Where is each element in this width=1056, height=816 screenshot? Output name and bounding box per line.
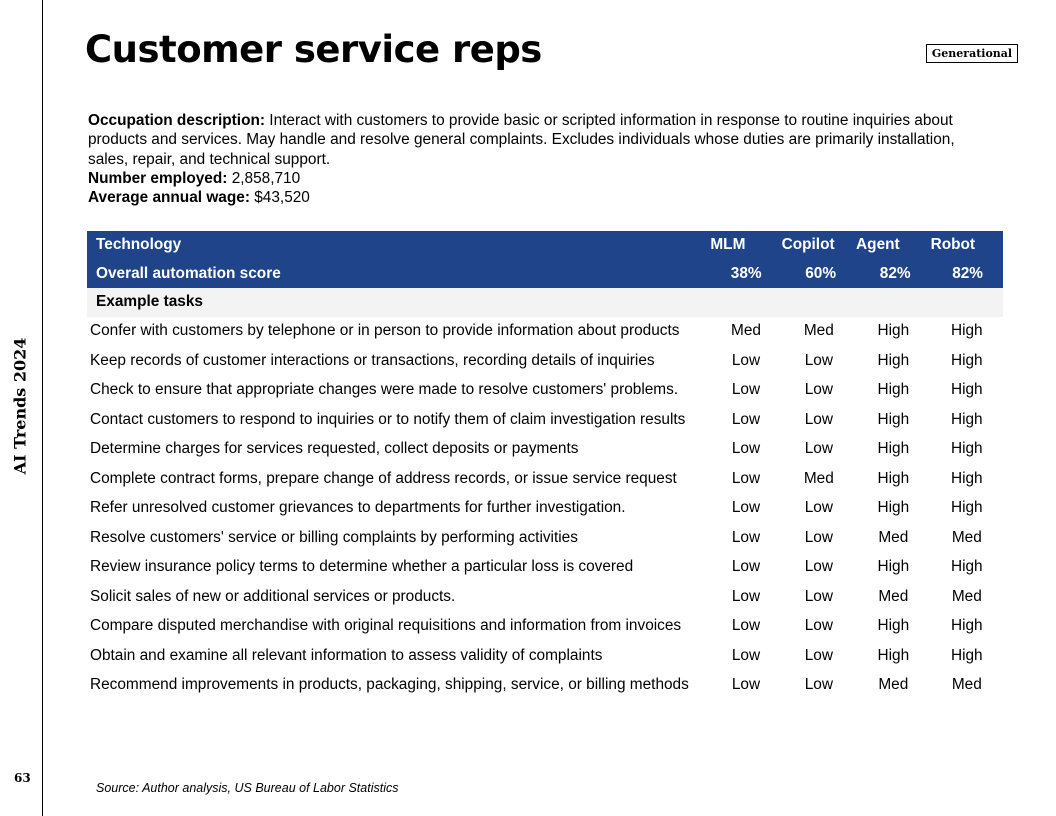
copilot-rating: Low [804, 351, 833, 369]
table-row [87, 464, 1003, 494]
robot-rating: High [950, 499, 983, 517]
copilot-rating: Low [804, 440, 833, 458]
mlm-rating: Low [731, 617, 761, 635]
table-row [87, 376, 1003, 406]
column-header-technology: Technology [87, 231, 710, 260]
occupation-summary [88, 111, 998, 207]
mlm-rating: Low [731, 469, 761, 487]
table-row [87, 671, 1003, 701]
copilot-rating: Low [804, 617, 833, 635]
copilot-rating: Low [804, 410, 833, 428]
copilot-rating: Med [803, 469, 834, 487]
agent-rating: High [877, 410, 910, 428]
robot-rating: Med [951, 528, 982, 546]
automation-table [87, 231, 1003, 700]
copilot-rating: Low [804, 499, 833, 517]
employed-value: 2,858,710 [231, 169, 301, 187]
average-wage [88, 188, 998, 207]
occupation-label: Occupation description: [88, 112, 266, 129]
table-header-row [87, 231, 1003, 260]
task-cell: Complete contract forms, prepare change of address records, or issue service request [90, 469, 677, 487]
robot-rating: High [950, 351, 983, 369]
robot-rating: Med [951, 587, 982, 605]
agent-rating: High [877, 558, 910, 576]
category-badge: Generational [926, 44, 1018, 63]
occupation-description [88, 111, 998, 169]
robot-rating: High [950, 381, 983, 399]
mlm-rating: Low [731, 676, 761, 694]
page-number: 63 [14, 771, 31, 785]
table-row [87, 346, 1003, 376]
agent-rating: Med [878, 528, 909, 546]
robot-rating: High [950, 558, 983, 576]
robot-rating: High [950, 617, 983, 635]
table-row [87, 553, 1003, 583]
mlm-rating: Low [731, 499, 761, 517]
column-header-mlm: MLM [710, 231, 781, 260]
mlm-rating: Low [731, 410, 761, 428]
score-agent: 82% [856, 260, 931, 289]
copilot-rating: Low [804, 646, 833, 664]
occupation-text: Interact with customers to provide basic or scripted information in response to routine inquiries about products and services. May handle and resolve general complaints. Excludes individuals whose duties are primarily installation, sales, repair, and technical support. [88, 112, 955, 168]
column-header-agent: Agent [856, 231, 931, 260]
table-row [87, 405, 1003, 435]
employed-label: Number employed: [88, 169, 228, 187]
table-row [87, 435, 1003, 465]
agent-rating: Med [878, 587, 909, 605]
source-note: Source: Author analysis, US Bureau of Labor Statistics [96, 781, 399, 795]
task-cell: Refer unresolved customer grievances to departments for further investigation. [90, 499, 626, 517]
copilot-rating: Low [804, 558, 833, 576]
agent-rating: High [877, 499, 910, 517]
table-row [87, 494, 1003, 524]
report-title: AI Trends 2024 [10, 337, 30, 475]
example-tasks-row [87, 288, 1003, 317]
task-cell: Obtain and examine all relevant information to assess validity of complaints [90, 646, 603, 664]
mlm-rating: Med [731, 322, 761, 340]
task-cell: Determine charges for services requested, collect deposits or payments [90, 440, 579, 458]
agent-rating: High [877, 322, 910, 340]
mlm-rating: Low [731, 528, 761, 546]
task-cell: Solicit sales of new or additional services or products. [90, 587, 456, 605]
example-tasks-label: Example tasks [87, 288, 710, 317]
copilot-rating: Med [803, 322, 834, 340]
robot-rating: High [950, 646, 983, 664]
copilot-rating: Low [804, 381, 833, 399]
task-cell: Keep records of customer interactions or transactions, recording details of inquiries [90, 351, 655, 369]
mlm-rating: Low [731, 558, 761, 576]
mlm-rating: Low [731, 440, 761, 458]
wage-label: Average annual wage: [88, 189, 250, 207]
score-mlm: 38% [710, 260, 781, 289]
automation-score-label: Overall automation score [87, 260, 710, 289]
task-cell: Check to ensure that appropriate changes were made to resolve customers' problems. [90, 381, 679, 399]
mlm-rating: Low [731, 351, 761, 369]
table-row [87, 612, 1003, 642]
mlm-rating: Low [731, 381, 761, 399]
robot-rating: Med [951, 676, 982, 694]
copilot-rating: Low [804, 676, 833, 694]
robot-rating: High [950, 410, 983, 428]
mlm-rating: Low [731, 646, 761, 664]
table-row [87, 641, 1003, 671]
table-row [87, 317, 1003, 347]
task-cell: Resolve customers' service or billing complaints by performing activities [90, 528, 578, 546]
employment-count [88, 169, 998, 188]
robot-rating: High [950, 440, 983, 458]
automation-score-row [87, 260, 1003, 289]
wage-value: $43,520 [254, 189, 310, 207]
copilot-rating: Low [804, 587, 833, 605]
agent-rating: High [877, 646, 910, 664]
page-title: Customer service reps [85, 28, 542, 71]
column-header-copilot: Copilot [782, 231, 856, 260]
task-cell: Recommend improvements in products, packaging, shipping, service, or billing methods [90, 676, 689, 694]
task-cell: Confer with customers by telephone or in person to provide information about products [90, 322, 680, 340]
table-row [87, 523, 1003, 553]
copilot-rating: Low [804, 528, 833, 546]
robot-rating: High [950, 322, 983, 340]
score-robot: 82% [931, 260, 1003, 289]
task-cell: Contact customers to respond to inquiries or to notify them of claim investigation results [90, 410, 686, 428]
sidebar-divider [42, 0, 43, 816]
agent-rating: High [877, 381, 910, 399]
agent-rating: High [877, 440, 910, 458]
agent-rating: High [877, 617, 910, 635]
task-cell: Review insurance policy terms to determine whether a particular loss is covered [90, 558, 634, 576]
robot-rating: High [950, 469, 983, 487]
column-header-robot: Robot [931, 231, 1003, 260]
score-copilot: 60% [782, 260, 856, 289]
task-cell: Compare disputed merchandise with original requisitions and information from invoices [90, 617, 682, 635]
table-row [87, 582, 1003, 612]
mlm-rating: Low [731, 587, 761, 605]
agent-rating: High [877, 351, 910, 369]
agent-rating: Med [878, 676, 909, 694]
agent-rating: High [877, 469, 910, 487]
